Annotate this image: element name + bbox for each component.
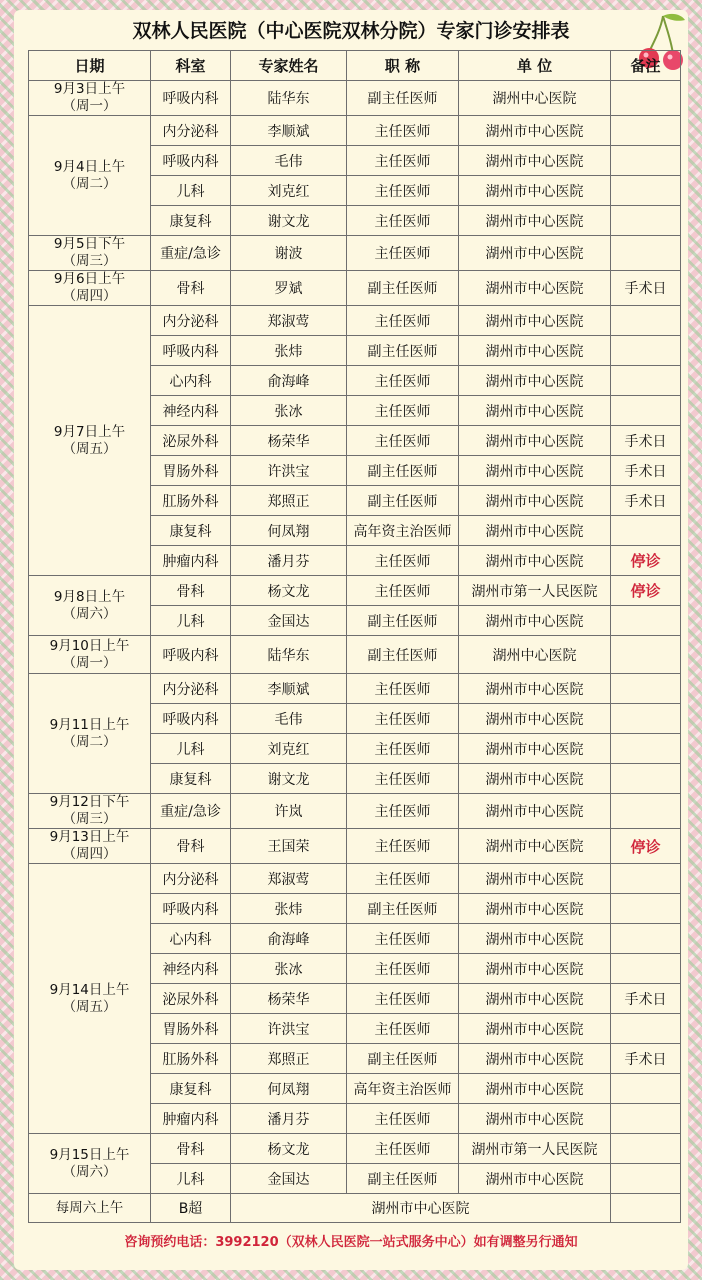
note-cell: 手术日	[611, 984, 681, 1014]
header-title: 职 称	[347, 51, 459, 81]
dept-cell: 康复科	[151, 516, 231, 546]
expert-name-cell: 潘月芬	[231, 1104, 347, 1134]
title-cell: 主任医师	[347, 704, 459, 734]
unit-cell: 湖州市中心医院	[459, 1044, 611, 1074]
title-cell: 主任医师	[347, 674, 459, 704]
table-row	[29, 116, 681, 146]
dept-cell: 肛肠外科	[151, 486, 231, 516]
note-cell	[611, 516, 681, 546]
note-cell	[611, 894, 681, 924]
unit-cell: 湖州市中心医院	[459, 366, 611, 396]
title-cell: 主任医师	[347, 396, 459, 426]
date-text: 9月14日上午	[49, 981, 130, 998]
unit-cell: 湖州市中心医院	[459, 116, 611, 146]
expert-name-cell: 许洪宝	[231, 456, 347, 486]
expert-name-cell: 何凤翔	[231, 516, 347, 546]
date-text: 9月13日上午	[49, 829, 130, 845]
note-cell	[611, 1074, 681, 1104]
dept-cell: 泌尿外科	[151, 984, 231, 1014]
dept-cell: 呼吸内科	[151, 894, 231, 924]
unit-cell: 湖州市中心医院	[459, 176, 611, 206]
note-cell	[611, 176, 681, 206]
date-cell	[29, 116, 151, 236]
title-cell: 主任医师	[347, 954, 459, 984]
title-cell: 主任医师	[347, 924, 459, 954]
expert-name-cell: 潘月芬	[231, 546, 347, 576]
note-cell	[611, 636, 681, 674]
dept-cell: 康复科	[151, 206, 231, 236]
unit-cell: 湖州市中心医院	[459, 396, 611, 426]
unit-cell: 湖州市中心医院	[459, 426, 611, 456]
weekday-text: （周五）	[62, 998, 117, 1015]
table-row	[29, 271, 681, 306]
title-cell: 主任医师	[347, 306, 459, 336]
unit-cell: 湖州市中心医院	[459, 984, 611, 1014]
note-cell: 手术日	[611, 426, 681, 456]
unit-cell: 湖州市中心医院	[459, 236, 611, 271]
title-cell: 副主任医师	[347, 636, 459, 674]
unit-cell: 湖州市中心医院	[459, 1104, 611, 1134]
header-dept: 科室	[151, 51, 231, 81]
table-row	[29, 306, 681, 336]
unit-cell: 湖州市中心医院	[459, 486, 611, 516]
note-cell	[611, 396, 681, 426]
note-cell	[611, 864, 681, 894]
unit-cell: 湖州市中心医院	[459, 1164, 611, 1194]
dept-cell: 儿科	[151, 1164, 231, 1194]
note-cell	[611, 1014, 681, 1044]
title-cell: 主任医师	[347, 366, 459, 396]
title-cell: 主任医师	[347, 734, 459, 764]
unit-cell: 湖州市第一人民医院	[459, 576, 611, 606]
weekly-date: 每周六上午	[29, 1194, 151, 1223]
expert-name-cell: 毛伟	[231, 146, 347, 176]
dept-cell: 泌尿外科	[151, 426, 231, 456]
dept-cell: 骨科	[151, 829, 231, 864]
weekly-dept: B超	[151, 1194, 231, 1223]
title-cell: 副主任医师	[347, 1164, 459, 1194]
schedule-sheet	[14, 10, 688, 1270]
expert-name-cell: 刘克红	[231, 176, 347, 206]
note-cell	[611, 954, 681, 984]
header-row	[29, 51, 681, 81]
weekday-text: （周一）	[62, 98, 117, 114]
title-cell: 副主任医师	[347, 271, 459, 306]
unit-cell: 湖州市中心医院	[459, 794, 611, 829]
dept-cell: 康复科	[151, 764, 231, 794]
title-cell: 主任医师	[347, 206, 459, 236]
date-text: 9月15日上午	[49, 1146, 130, 1163]
weekday-text: （周二）	[62, 175, 117, 192]
dept-cell: 内分泌科	[151, 864, 231, 894]
header-date: 日期	[29, 51, 151, 81]
expert-name-cell: 刘克红	[231, 734, 347, 764]
unit-cell: 湖州市中心医院	[459, 764, 611, 794]
note-cell	[611, 1134, 681, 1164]
expert-name-cell: 俞海峰	[231, 366, 347, 396]
dept-cell: 骨科	[151, 576, 231, 606]
title-cell: 高年资主治医师	[347, 516, 459, 546]
table-row	[29, 794, 681, 829]
dept-cell: 呼吸内科	[151, 336, 231, 366]
dept-cell: 儿科	[151, 606, 231, 636]
title-cell: 副主任医师	[347, 894, 459, 924]
unit-cell: 湖州市中心医院	[459, 864, 611, 894]
date-text: 9月4日上午	[53, 158, 126, 175]
weekly-unit: 湖州市中心医院	[231, 1194, 611, 1223]
dept-cell: 康复科	[151, 1074, 231, 1104]
unit-cell: 湖州市中心医院	[459, 546, 611, 576]
expert-name-cell: 郑照正	[231, 1044, 347, 1074]
weekday-text: （周四）	[62, 846, 117, 862]
table-row	[29, 864, 681, 894]
note-cell: 手术日	[611, 271, 681, 306]
note-cell	[611, 606, 681, 636]
dept-cell: 肿瘤内科	[151, 1104, 231, 1134]
title-cell: 主任医师	[347, 829, 459, 864]
dept-cell: 呼吸内科	[151, 146, 231, 176]
title-cell: 主任医师	[347, 576, 459, 606]
dept-cell: 神经内科	[151, 954, 231, 984]
expert-name-cell: 王国荣	[231, 829, 347, 864]
weekday-text: （周二）	[62, 733, 117, 750]
weekday-text: （周六）	[62, 605, 117, 622]
expert-name-cell: 李顺斌	[231, 116, 347, 146]
dept-cell: 呼吸内科	[151, 704, 231, 734]
unit-cell: 湖州中心医院	[459, 636, 611, 674]
note-cell	[611, 366, 681, 396]
dept-cell: 心内科	[151, 924, 231, 954]
table-row	[29, 636, 681, 674]
unit-cell: 湖州市中心医院	[459, 146, 611, 176]
title-cell: 主任医师	[347, 794, 459, 829]
page-title: 双林人民医院（中心医院双林分院）专家门诊安排表	[132, 20, 570, 42]
dept-cell: 内分泌科	[151, 674, 231, 704]
dept-cell: 呼吸内科	[151, 81, 231, 116]
expert-name-cell: 谢波	[231, 236, 347, 271]
note-cell: 停诊	[611, 576, 681, 606]
weekday-text: （周三）	[62, 253, 117, 269]
table-row	[29, 1134, 681, 1164]
header-note: 备注	[611, 51, 681, 81]
title-cell: 主任医师	[347, 1104, 459, 1134]
expert-name-cell: 郑淑莺	[231, 306, 347, 336]
weekly-row	[29, 1194, 681, 1223]
note-cell	[611, 1104, 681, 1134]
date-cell	[29, 236, 151, 271]
title-cell: 副主任医师	[347, 336, 459, 366]
unit-cell: 湖州市中心医院	[459, 336, 611, 366]
title-cell: 副主任医师	[347, 81, 459, 116]
note-cell	[611, 116, 681, 146]
expert-name-cell: 罗斌	[231, 271, 347, 306]
title-cell: 高年资主治医师	[347, 1074, 459, 1104]
title-cell: 主任医师	[347, 764, 459, 794]
date-cell	[29, 306, 151, 576]
unit-cell: 湖州市中心医院	[459, 271, 611, 306]
date-cell	[29, 674, 151, 794]
expert-name-cell: 郑淑莺	[231, 864, 347, 894]
unit-cell: 湖州市中心医院	[459, 894, 611, 924]
dept-cell: 胃肠外科	[151, 456, 231, 486]
title-cell: 主任医师	[347, 984, 459, 1014]
date-cell	[29, 1134, 151, 1194]
date-text: 9月7日上午	[53, 423, 126, 440]
note-cell	[611, 336, 681, 366]
expert-name-cell: 张炜	[231, 336, 347, 366]
weekday-text: （周一）	[62, 654, 117, 671]
title-cell: 主任医师	[347, 864, 459, 894]
dept-cell: 内分泌科	[151, 116, 231, 146]
expert-name-cell: 毛伟	[231, 704, 347, 734]
note-cell	[611, 674, 681, 704]
date-cell	[29, 81, 151, 116]
unit-cell: 湖州市中心医院	[459, 674, 611, 704]
note-cell	[611, 734, 681, 764]
title-cell: 主任医师	[347, 1134, 459, 1164]
date-text: 9月8日上午	[53, 588, 126, 605]
expert-name-cell: 谢文龙	[231, 206, 347, 236]
title-cell: 主任医师	[347, 146, 459, 176]
expert-name-cell: 何凤翔	[231, 1074, 347, 1104]
table-row	[29, 829, 681, 864]
table-row	[29, 576, 681, 606]
table-row	[29, 674, 681, 704]
expert-name-cell: 金国达	[231, 1164, 347, 1194]
note-cell: 手术日	[611, 456, 681, 486]
note-cell	[611, 924, 681, 954]
table-row	[29, 81, 681, 116]
expert-name-cell: 金国达	[231, 606, 347, 636]
unit-cell: 湖州市中心医院	[459, 734, 611, 764]
expert-name-cell: 陆华东	[231, 636, 347, 674]
note-cell	[611, 1164, 681, 1194]
note-cell	[611, 236, 681, 271]
date-cell	[29, 864, 151, 1134]
unit-cell: 湖州市中心医院	[459, 1014, 611, 1044]
dept-cell: 重症/急诊	[151, 236, 231, 271]
dept-cell: 肿瘤内科	[151, 546, 231, 576]
date-cell	[29, 271, 151, 306]
note-cell	[611, 206, 681, 236]
date-cell	[29, 829, 151, 864]
dept-cell: 重症/急诊	[151, 794, 231, 829]
unit-cell: 湖州市第一人民医院	[459, 1134, 611, 1164]
expert-name-cell: 许岚	[231, 794, 347, 829]
note-cell: 手术日	[611, 486, 681, 516]
date-text: 9月10日上午	[49, 637, 130, 654]
expert-name-cell: 杨文龙	[231, 1134, 347, 1164]
expert-name-cell: 张冰	[231, 396, 347, 426]
date-text: 9月12日下午	[49, 794, 130, 810]
unit-cell: 湖州市中心医院	[459, 829, 611, 864]
unit-cell: 湖州市中心医院	[459, 704, 611, 734]
date-text: 9月5日下午	[53, 236, 126, 252]
note-cell: 停诊	[611, 546, 681, 576]
expert-name-cell: 郑照正	[231, 486, 347, 516]
unit-cell: 湖州市中心医院	[459, 456, 611, 486]
title-cell: 副主任医师	[347, 606, 459, 636]
table-row	[29, 236, 681, 271]
dept-cell: 儿科	[151, 176, 231, 206]
note-cell	[611, 764, 681, 794]
date-cell	[29, 794, 151, 829]
dept-cell: 心内科	[151, 366, 231, 396]
schedule-table	[28, 50, 681, 1223]
note-cell	[611, 306, 681, 336]
date-text: 9月11日上午	[49, 716, 130, 733]
weekday-text: （周六）	[62, 1163, 117, 1180]
dept-cell: 呼吸内科	[151, 636, 231, 674]
dept-cell: 肛肠外科	[151, 1044, 231, 1074]
unit-cell: 湖州市中心医院	[459, 954, 611, 984]
unit-cell: 湖州市中心医院	[459, 516, 611, 546]
title-cell: 主任医师	[347, 546, 459, 576]
weekday-text: （周三）	[62, 811, 117, 827]
unit-cell: 湖州市中心医院	[459, 306, 611, 336]
unit-cell: 湖州市中心医院	[459, 924, 611, 954]
dept-cell: 胃肠外科	[151, 1014, 231, 1044]
expert-name-cell: 杨荣华	[231, 984, 347, 1014]
date-cell	[29, 576, 151, 636]
note-cell	[611, 81, 681, 116]
title-cell: 主任医师	[347, 1014, 459, 1044]
note-cell	[611, 704, 681, 734]
expert-name-cell: 杨文龙	[231, 576, 347, 606]
title-cell: 副主任医师	[347, 1044, 459, 1074]
note-cell	[611, 146, 681, 176]
title-cell: 主任医师	[347, 116, 459, 146]
expert-name-cell: 谢文龙	[231, 764, 347, 794]
title-cell: 主任医师	[347, 426, 459, 456]
dept-cell: 神经内科	[151, 396, 231, 426]
title-cell: 副主任医师	[347, 486, 459, 516]
weekday-text: （周五）	[62, 440, 117, 457]
expert-name-cell: 杨荣华	[231, 426, 347, 456]
expert-name-cell: 张冰	[231, 954, 347, 984]
unit-cell: 湖州中心医院	[459, 81, 611, 116]
date-cell	[29, 636, 151, 674]
unit-cell: 湖州市中心医院	[459, 206, 611, 236]
unit-cell: 湖州市中心医院	[459, 1074, 611, 1104]
dept-cell: 儿科	[151, 734, 231, 764]
weekly-note	[611, 1194, 681, 1223]
expert-name-cell: 俞海峰	[231, 924, 347, 954]
dept-cell: 骨科	[151, 1134, 231, 1164]
dept-cell: 骨科	[151, 271, 231, 306]
note-cell	[611, 794, 681, 829]
note-cell: 停诊	[611, 829, 681, 864]
title-cell: 主任医师	[347, 236, 459, 271]
dept-cell: 内分泌科	[151, 306, 231, 336]
expert-name-cell: 陆华东	[231, 81, 347, 116]
title-cell: 主任医师	[347, 176, 459, 206]
note-cell: 手术日	[611, 1044, 681, 1074]
unit-cell: 湖州市中心医院	[459, 606, 611, 636]
weekday-text: （周四）	[62, 288, 117, 304]
expert-name-cell: 李顺斌	[231, 674, 347, 704]
date-text: 9月3日上午	[53, 81, 126, 97]
title-cell: 副主任医师	[347, 456, 459, 486]
schedule-body	[29, 81, 681, 1194]
header-expert: 专家姓名	[231, 51, 347, 81]
expert-name-cell: 许洪宝	[231, 1014, 347, 1044]
header-unit: 单 位	[459, 51, 611, 81]
date-text: 9月6日上午	[53, 271, 126, 287]
expert-name-cell: 张炜	[231, 894, 347, 924]
footer-contact: 咨询预约电话：3992120（双林人民医院一站式服务中心）如有调整另行通知	[124, 1235, 578, 1250]
